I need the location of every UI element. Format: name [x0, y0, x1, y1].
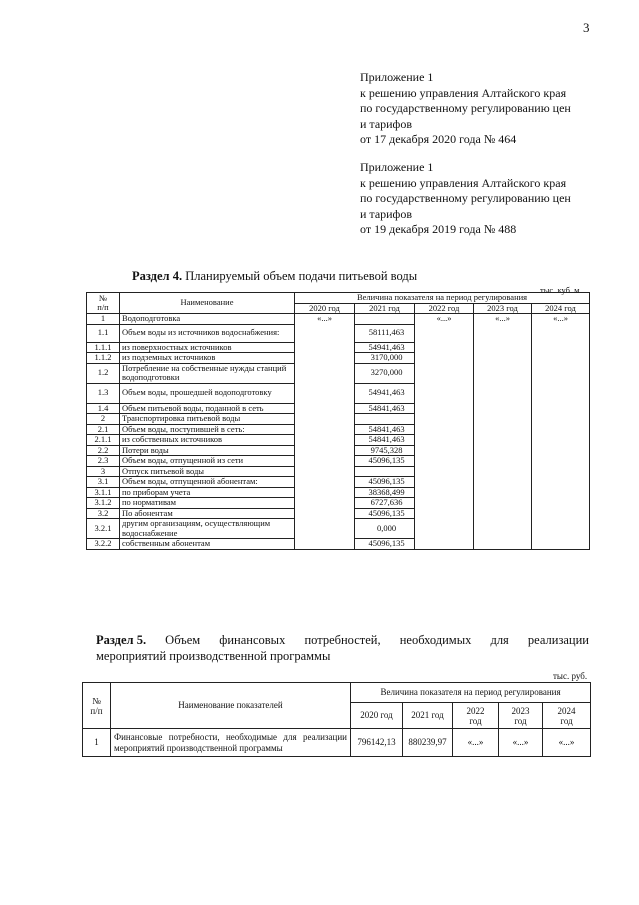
cell-2021: 54841,463	[355, 435, 415, 446]
table-row	[83, 729, 591, 757]
row-name: Объем воды, отпущенной из сети	[120, 456, 295, 467]
appendix-line: от 19 декабря 2019 года № 488	[360, 222, 517, 236]
appendix-line: и тарифов	[360, 206, 413, 221]
appendix-line: к решению управления Алтайского края	[360, 175, 567, 190]
cell-2021	[355, 314, 415, 325]
table-body	[87, 314, 590, 550]
section4-units: тыс. куб. м	[540, 285, 580, 295]
section5-title-word: потребностей,	[304, 633, 381, 647]
section4-title-bold: Раздел 4.	[132, 269, 183, 283]
cell-2021: 54841,463	[355, 403, 415, 414]
row-name: из поверхностных источников	[120, 342, 295, 353]
section5-title-bold: Раздел 5.	[96, 633, 147, 647]
cell-2021: 0,000	[355, 519, 415, 539]
cell-2024: «...»	[532, 314, 590, 550]
appendix-line: Приложение 1	[360, 70, 434, 84]
appendix-line: по государственному регулированию цен	[360, 101, 571, 115]
cell-2021: 3270,000	[355, 363, 415, 383]
row-name: Отпуск питьевой воды	[120, 466, 295, 477]
row-num: 1.3	[87, 383, 120, 403]
row-name: Объем воды, прошедшей водоподготовку	[120, 383, 295, 403]
cell-2021: 58111,463	[355, 324, 415, 342]
col-header-2023: 2023 год	[474, 303, 532, 314]
row-num: 1.1.2	[87, 353, 120, 364]
row-num: 2.3	[87, 456, 120, 467]
row-num: 3.2	[87, 508, 120, 519]
cell-2021: 9745,328	[355, 445, 415, 456]
col-header-2024: 2024 год	[543, 703, 591, 729]
row-name: по нормативам	[120, 498, 295, 509]
cell-2021: 54941,463	[355, 342, 415, 353]
col-header-2021: 2021 год	[403, 703, 453, 729]
row-name: Объем питьевой воды, поданной в сеть	[120, 403, 295, 414]
col-header-num: № п/п	[83, 683, 111, 729]
appendix-line: к решению управления Алтайского края	[360, 85, 567, 100]
section5-title-word: Объем	[165, 633, 201, 647]
col-header-2020: 2020 год	[351, 703, 403, 729]
row-name: Транспортировка питьевой воды	[120, 414, 295, 425]
section4-title-text: Планируемый объем подачи питьевой воды	[182, 269, 418, 283]
row-num: 1.4	[87, 403, 120, 414]
col-header-group: Величина показателя на период регулирования	[295, 293, 590, 304]
row-num: 3.1.1	[87, 487, 120, 498]
row-name: из подземных источников	[120, 353, 295, 364]
section5-title-word: реализации	[527, 633, 589, 647]
col-header-num: № п/п	[87, 293, 120, 314]
cell-2021	[355, 466, 415, 477]
section4-title	[132, 269, 417, 284]
cell-2021: 45096,135	[355, 477, 415, 488]
table-row	[87, 314, 590, 325]
row-num: 1	[87, 314, 120, 325]
col-header-group: Величина показателя на период регулирования	[351, 683, 591, 703]
row-num: 3	[87, 466, 120, 477]
water-volume-table	[86, 292, 590, 550]
section5-title-word: необходимых	[399, 633, 472, 647]
appendix-previous	[360, 160, 620, 238]
appendix-line: от 17 декабря 2020 года № 464	[360, 132, 517, 146]
col-header-2020: 2020 год	[295, 303, 355, 314]
row-num: 1.1.1	[87, 342, 120, 353]
cell-2021: 3170,000	[355, 353, 415, 364]
cell-2020: «...»	[295, 314, 355, 550]
row-name: собственным абонентам	[120, 539, 295, 550]
row-num: 1.2	[87, 363, 120, 383]
appendix-current	[360, 70, 620, 148]
section5-units: тыс. руб.	[553, 671, 588, 681]
row-name: Потери воды	[120, 445, 295, 456]
cell-2021: 54841,463	[355, 424, 415, 435]
cell-2020: 796142,13	[351, 729, 403, 757]
row-name: Водоподготовка	[120, 314, 295, 325]
cell-2021	[355, 414, 415, 425]
row-num: 2	[87, 414, 120, 425]
col-header-name: Наименование показателей	[111, 683, 351, 729]
row-num: 1.1	[87, 324, 120, 342]
col-header-2023: 2023 год	[499, 703, 543, 729]
cell-2024: «...»	[543, 729, 591, 757]
cell-2021: 45096,135	[355, 539, 415, 550]
col-header-2024: 2024 год	[532, 303, 590, 314]
cell-2021: 45096,135	[355, 508, 415, 519]
col-header-2021: 2021 год	[355, 303, 415, 314]
row-name: Объем воды, отпущенной абонентам:	[120, 477, 295, 488]
section5-title-word: финансовых	[219, 633, 286, 647]
cell-2023: «...»	[474, 314, 532, 550]
row-name: Потребление на собственные нужды станций водоподготовки	[120, 363, 295, 383]
page-number: 3	[583, 20, 590, 35]
cell-2021: 6727,636	[355, 498, 415, 509]
col-header-2022: 2022 год	[453, 703, 499, 729]
row-name: По абонентам	[120, 508, 295, 519]
row-name: из собственных источников	[120, 435, 295, 446]
appendix-line: и тарифов	[360, 116, 413, 131]
row-num: 3.1	[87, 477, 120, 488]
row-name: Финансовые потребности, необходимые для реализации мероприятий производственной программы	[111, 729, 351, 757]
appendix-line: Приложение 1	[360, 160, 434, 174]
col-header-2022: 2022 год	[415, 303, 474, 314]
row-num: 3.2.2	[87, 539, 120, 550]
section5-title-word: для	[490, 633, 509, 647]
row-num: 1	[83, 729, 111, 757]
row-name: по приборам учета	[120, 487, 295, 498]
row-num: 3.1.2	[87, 498, 120, 509]
section5-title	[96, 632, 589, 664]
cell-2023: «...»	[499, 729, 543, 757]
cell-2022: «...»	[415, 314, 474, 550]
row-num: 2.1.1	[87, 435, 120, 446]
cell-2022: «...»	[453, 729, 499, 757]
section5-title-line1	[96, 632, 589, 648]
row-name: Объем воды, поступившей в сеть:	[120, 424, 295, 435]
row-num: 2.1	[87, 424, 120, 435]
section5-title-line2: мероприятий производственной программы	[96, 649, 331, 663]
row-num: 3.2.1	[87, 519, 120, 539]
appendix-line: по государственному регулированию цен	[360, 191, 571, 205]
cell-2021: 45096,135	[355, 456, 415, 467]
row-name: другим организациям, осуществляющим водоснабжение	[120, 519, 295, 539]
financial-needs-table	[82, 682, 591, 757]
cell-2021: 880239,97	[403, 729, 453, 757]
cell-2021: 38368,499	[355, 487, 415, 498]
col-header-name: Наименование	[120, 293, 295, 314]
row-name: Объем воды из источников водоснабжения:	[120, 324, 295, 342]
cell-2021: 54941,463	[355, 383, 415, 403]
row-num: 2.2	[87, 445, 120, 456]
